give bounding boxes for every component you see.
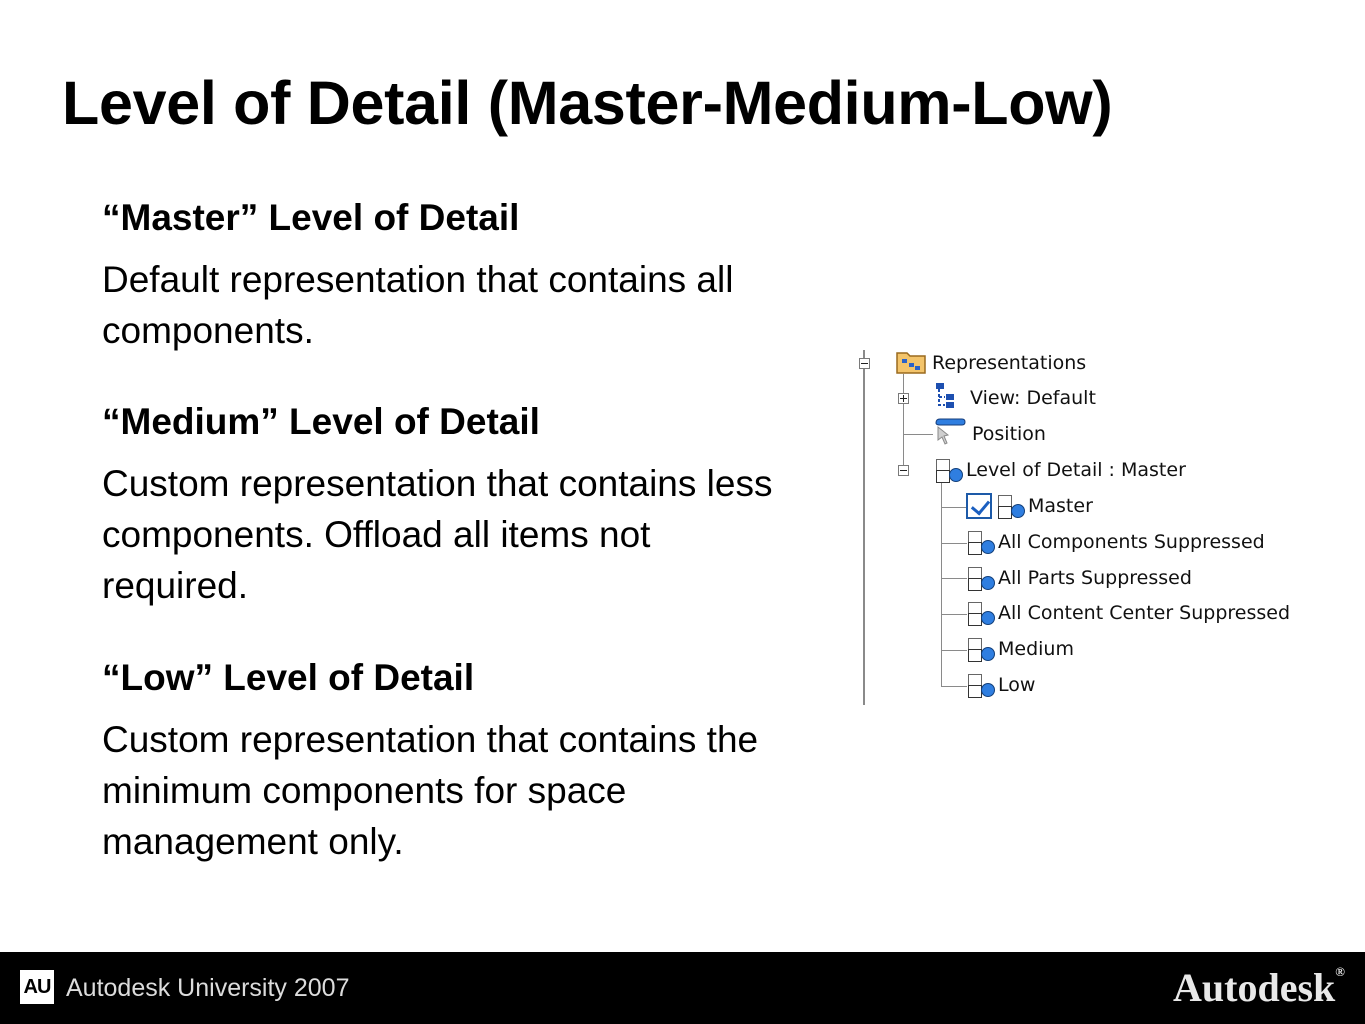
- section-medium: [102, 400, 802, 611]
- tree-node-position[interactable]: [934, 418, 1046, 450]
- tree-node-label: Representations: [932, 352, 1087, 374]
- tree-node-label: Low: [998, 674, 1036, 696]
- brand-name: Autodesk: [1173, 965, 1336, 1010]
- level-of-detail-icon: [966, 565, 996, 591]
- tree-node-lod-medium[interactable]: [966, 633, 1074, 665]
- position-icon: [934, 417, 966, 452]
- footer-event-name: Autodesk University 2007: [66, 974, 350, 1002]
- level-of-detail-icon: [966, 529, 996, 555]
- tree-node-label: All Content Center Suppressed: [998, 602, 1291, 624]
- tree-node-label: Medium: [998, 638, 1074, 660]
- section-body: Default representation that contains all components.: [102, 259, 734, 351]
- tree-node-lod-low[interactable]: [966, 669, 1035, 701]
- section-body: Custom representation that contains the minimum components for space management only.: [102, 719, 759, 862]
- tree-node-lod-master[interactable]: [966, 490, 1093, 522]
- section-heading: “Master” Level of Detail: [102, 197, 520, 238]
- registered-mark: ®: [1335, 964, 1345, 979]
- tree-node-lod-all-components-suppressed[interactable]: [966, 526, 1265, 558]
- section-heading: “Low” Level of Detail: [102, 657, 475, 698]
- tree-node-label: Position: [972, 423, 1046, 445]
- section-low: [102, 656, 802, 867]
- collapse-icon[interactable]: [859, 358, 870, 369]
- level-of-detail-icon: [966, 636, 996, 662]
- expand-icon[interactable]: [898, 393, 909, 404]
- tree-node-lod-all-content-center-suppressed[interactable]: [966, 597, 1290, 629]
- view-icon: [934, 381, 964, 416]
- section-master: [102, 196, 802, 356]
- level-of-detail-icon: [966, 600, 996, 626]
- tree-node-label: All Components Suppressed: [998, 531, 1265, 553]
- slide-title: Level of Detail (Master-Medium-Low): [62, 69, 1113, 137]
- tree-node-lod-all-parts-suppressed[interactable]: [966, 562, 1192, 594]
- active-checkmark-icon: [966, 493, 992, 519]
- section-heading: “Medium” Level of Detail: [102, 401, 540, 442]
- tree-node-view[interactable]: [934, 382, 1096, 414]
- level-of-detail-icon: [934, 457, 964, 483]
- section-body: Custom representation that contains less components. Offload all items not required.: [102, 463, 773, 606]
- tree-node-representations[interactable]: [896, 347, 1086, 379]
- tree-node-label: Level of Detail : Master: [966, 459, 1186, 481]
- collapse-icon[interactable]: [898, 465, 909, 476]
- representations-tree: [848, 340, 1328, 710]
- au-logo: AU: [20, 970, 54, 1004]
- level-of-detail-icon: [966, 672, 996, 698]
- tree-node-level-of-detail[interactable]: [934, 454, 1186, 486]
- folder-icon: [896, 347, 926, 380]
- tree-node-label: Master: [1028, 495, 1093, 517]
- tree-node-label: All Parts Suppressed: [998, 567, 1192, 589]
- autodesk-logo: [1173, 964, 1345, 1011]
- level-of-detail-icon: [996, 493, 1026, 519]
- tree-node-label: View: Default: [970, 387, 1096, 409]
